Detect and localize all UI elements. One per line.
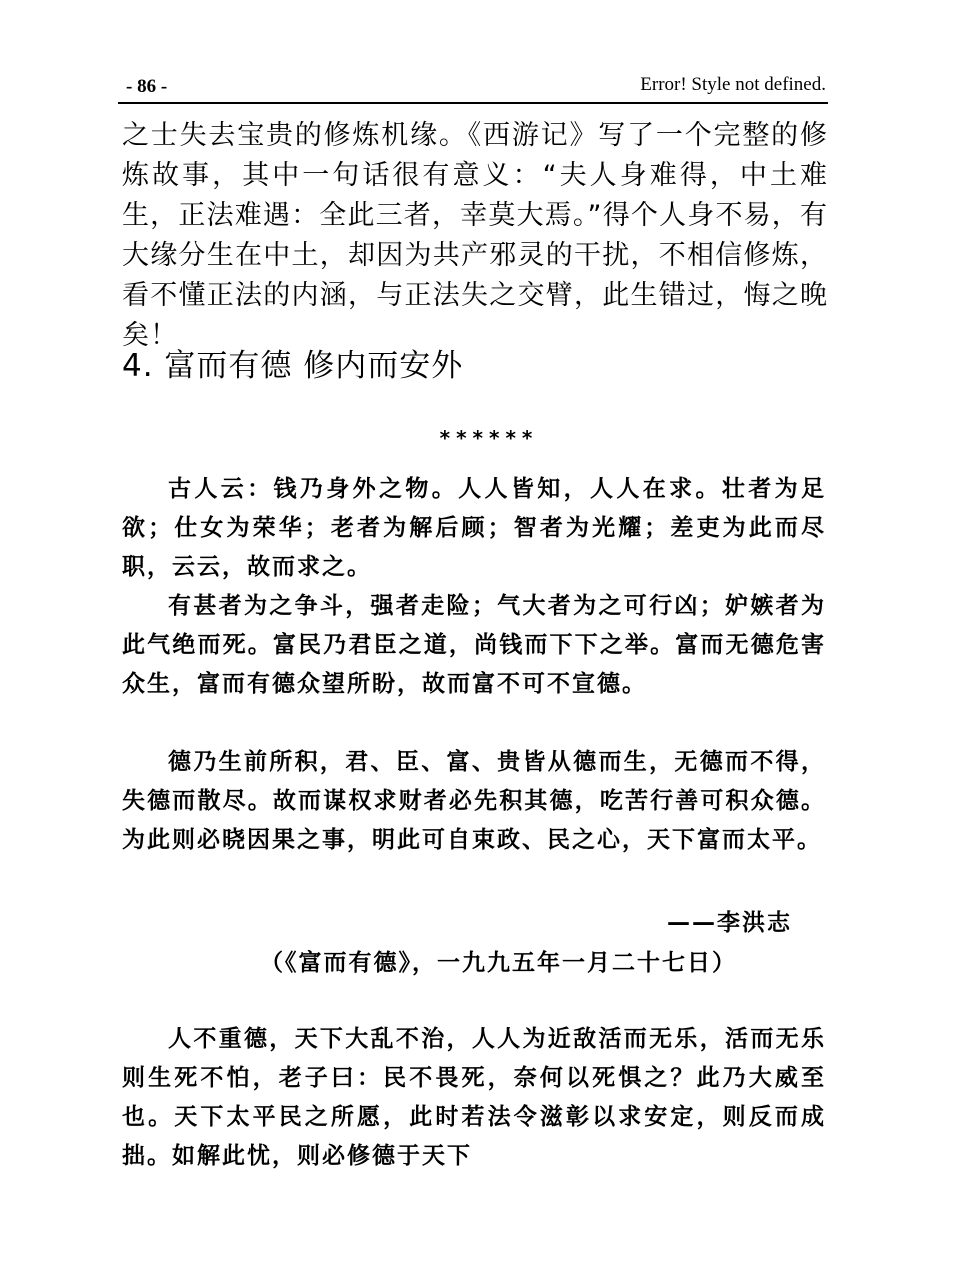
running-title: Error! Style not defined. [640, 74, 826, 95]
page-header [118, 72, 828, 104]
page-number: - 86 - [126, 76, 168, 97]
scripture-paragraph-3: 德乃生前所积，君、臣、富、贵皆从德而生，无德而不得，失德而散尽。故而谋权求财者必先积其德，吃苦行善可积众德。为此则必晓因果之事，明此可自束政、民之心，天下富而太平。 [122, 749, 826, 853]
separator-stars: ****** [439, 426, 539, 450]
intro-paragraph: 之士失去宝贵的修炼机缘。《西游记》写了一个完整的修炼故事，其中一句话很有意义：“夫人身难得，中土难生，正法难遇：全此三者，幸莫大焉。”得个人身不易，有大缘分生在中土，却因为共产邪灵的干扰，不相信修炼，看不懂正法的内涵，与正法失之交臂，此生错过，悔之晚矣！ [122, 120, 828, 351]
section-heading: 4. 富而有德 修内而安外 [122, 348, 464, 384]
scripture-paragraph-2: 有甚者为之争斗，强者走险；气大者为之可行凶；妒嫉者为此气绝而死。富民乃君臣之道，尚钱而下下之举。富而无德危害众生，富而有德众望所盼，故而富不可不宣德。 [122, 593, 826, 697]
scripture-paragraph-1: 古人云：钱乃身外之物。人人皆知，人人在求。壮者为足欲；仕女为荣华；老者为解后顾；智者为光耀；差吏为此而尽职，云云，故而求之。 [122, 476, 826, 580]
scripture-source: （《富而有德》，一九九五年一月二十七日） [260, 950, 737, 976]
closing-paragraph: 人不重德，天下大乱不治，人人为近敌活而无乐，活而无乐则生死不怕，老子曰：民不畏死，奈何以死惧之？此乃大威至也。天下太平民之所愿，此时若法令滋彰以求安定，则反而成拙。如解此忧，则必修德于天下 [122, 1026, 826, 1169]
author-signature: ——李洪志 [667, 910, 792, 936]
